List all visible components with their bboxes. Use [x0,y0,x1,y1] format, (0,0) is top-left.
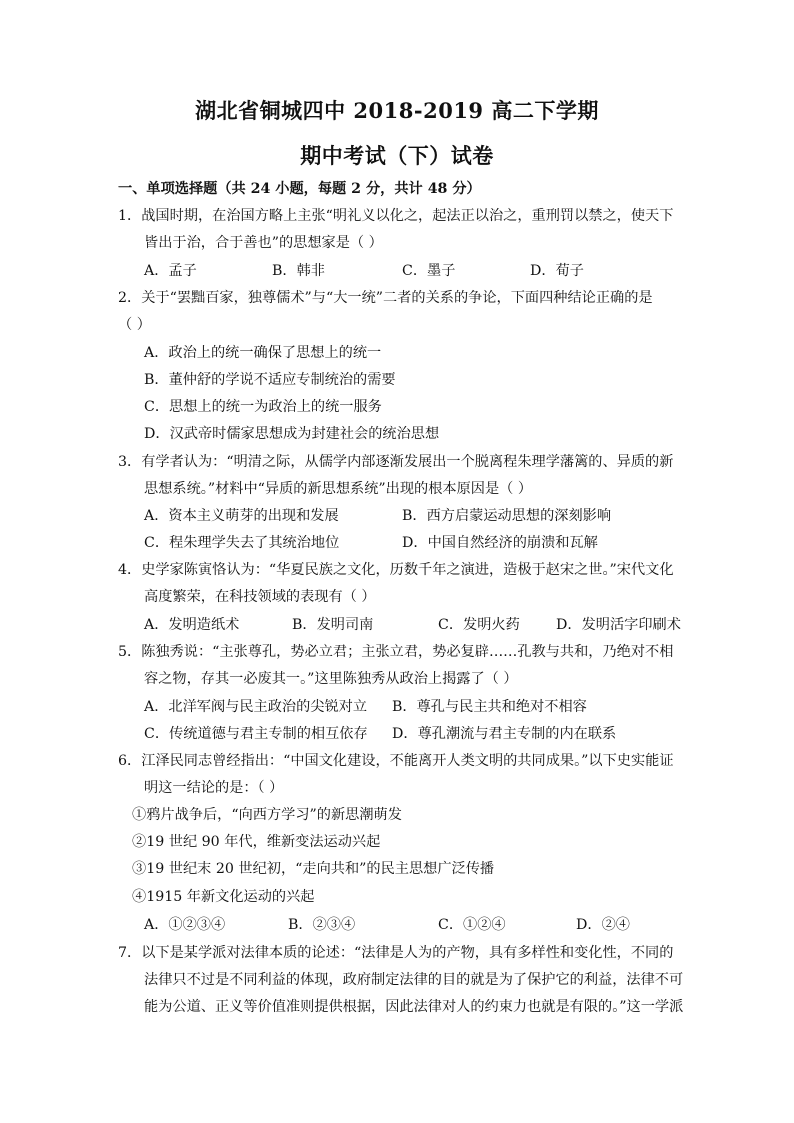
question-stem-line: 4．史学家陈寅恪认为：“华夏民族之文化，历数千年之演进，造极于赵宋之世。”宋代文化 [118,562,674,578]
option-c: C．传统道德与君主专制的相互依存 [144,726,368,742]
option-b: B．董仲舒的学说不适应专制统治的需要 [144,372,396,388]
option-a: A．发明造纸术 [144,617,240,633]
option-c: C．发明火药 [438,617,520,633]
question-stem-line: 2．关于“罢黜百家，独尊儒术”与“大一统”二者的关系的争论，下面四种结论正确的是 [118,290,653,306]
question-stem-line: 思想系统。”材料中“异质的新思想系统”出现的根本原因是（ ） [144,481,533,497]
question-stem-line: 明这一结论的是：（ ） [144,780,284,796]
question-stem-line: 容之物，存其一必废其一。”这里陈独秀从政治上揭露了（ ） [144,671,518,687]
option-b: B．韩非 [272,263,325,279]
question-stem-line: 3．有学者认为：“明清之际，从儒学内部逐渐发展出一个脱离程朱理学藩篱的、异质的新 [118,454,674,470]
exam-title: 湖北省铜城四中 2018-2019 高二下学期 [195,98,599,123]
option-c: C．墨子 [402,263,456,279]
statement-1: ①鸦片战争后，“向西方学习”的新思潮萌发 [132,807,402,823]
statement-2: ②19 世纪 90 年代，维新变法运动兴起 [132,834,381,850]
option-a: A．孟子 [144,263,197,279]
option-a: A．①②③④ [144,917,226,933]
option-d: D．尊孔潮流与君主专制的内在联系 [392,726,617,742]
option-a: A．北洋军阀与民主政治的尖锐对立 [144,699,368,715]
question-stem-line: 能为公道、正义等价值准则提供根据，因此法律对人的约束力也就是有限的。”这一学派 [144,999,684,1015]
question-stem-line: 5．陈独秀说：“主张尊孔，势必立君；主张立君，势必复辟……孔教与共和，乃绝对不相 [118,644,674,660]
option-d: D．荀子 [530,263,584,279]
option-b: B．尊孔与民主共和绝对不相容 [392,699,587,715]
option-b: B．发明司南 [292,617,374,633]
question-stem-line: 高度繁荣，在科技领域的表现有（ ） [144,589,376,605]
exam-subtitle: 期中考试（下）试卷 [300,143,494,168]
question-stem-line: 6．江泽民同志曾经指出：“中国文化建设，不能离开人类文明的共同成果。”以下史实能证 [118,753,674,769]
question-stem-line: 皆出于治，合于善也”的思想家是（ ） [144,235,383,251]
option-a: A．资本主义萌芽的出现和发展 [144,508,339,524]
section-heading: 一、单项选择题（共 24 小题，每题 2 分，共计 48 分） [118,181,481,197]
option-d: D．②④ [576,917,630,933]
option-c: C．程朱理学失去了其统治地位 [144,535,340,551]
question-stem-line: 法律只不过是不同利益的体现，政府制定法律的目的就是为了保护它的利益，法律不可 [144,972,684,988]
option-c: C．①②④ [438,917,506,933]
option-a: A．政治上的统一确保了思想上的统一 [144,345,382,361]
option-b: B．②③④ [288,917,356,933]
statement-3: ③19 世纪末 20 世纪初，“走向共和”的民主思想广泛传播 [132,861,495,877]
statement-4: ④1915 年新文化运动的兴起 [132,889,315,905]
option-d: D．发明活字印刷术 [556,617,681,633]
question-stem-line: （ ） [118,317,151,333]
option-d: D．汉武帝时儒家思想成为封建社会的统治思想 [144,426,440,442]
question-stem-line: 1．战国时期，在治国方略上主张“明礼义以化之，起法正以治之，重刑罚以禁之，使天下 [118,208,674,224]
option-c: C．思想上的统一为政治上的统一服务 [144,399,382,415]
question-stem-line: 7．以下是某学派对法律本质的论述：“法律是人为的产物，具有多样性和变化性，不同的 [118,945,674,961]
option-b: B．西方启蒙运动思想的深刻影响 [402,508,612,524]
option-d: D．中国自然经济的崩溃和瓦解 [402,535,598,551]
